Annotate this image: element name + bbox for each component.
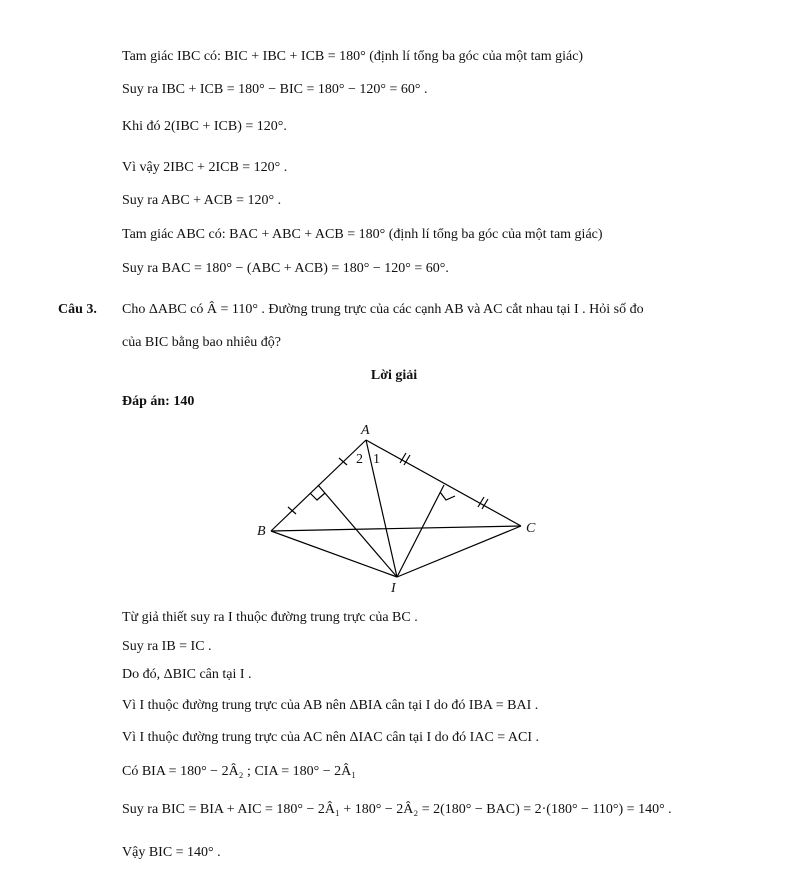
question-label: Câu 3. <box>58 302 97 317</box>
question-text: của BIC bằng bao nhiêu độ? <box>122 335 282 350</box>
text-line: Suy ra ABC + ACB = 120° . <box>122 193 282 208</box>
question-text: Cho ΔABC có Â = 110° . Đường trung trực của các cạnh AB và AC cắt nhau tại I . Hỏi số đo <box>122 302 644 317</box>
right-angle-mark <box>310 493 325 500</box>
segment-ci <box>397 526 521 577</box>
segment-ac <box>366 440 521 526</box>
label-b: B <box>257 524 266 539</box>
segment-bc <box>271 526 521 531</box>
text-line: Vì I thuộc đường trung trực của AB nên ΔBIA cân tại I do đó IBA = BAI . <box>122 698 539 713</box>
label-angle-1: 1 <box>373 452 380 467</box>
text-line: Vì I thuộc đường trung trực của AC nên ΔIAC cân tại I do đó IAC = ACI . <box>122 730 540 745</box>
text-line: Suy ra IB = IC . <box>122 639 212 654</box>
text-line: Vậy BIC = 140° . <box>122 845 221 860</box>
label-a: A <box>361 423 370 438</box>
right-angle-mark <box>440 492 455 500</box>
text-line: Khi đó 2(IBC + ICB) = 120°. <box>122 119 287 134</box>
text-line: Vì vậy 2IBC + 2ICB = 120° . <box>122 160 288 175</box>
text-line: Do đó, ΔBIC cân tại I . <box>122 667 252 682</box>
label-c: C <box>526 521 536 536</box>
text-line: Suy ra BIC = BIA + AIC = 180° − 2Â₁ + 180° − 2Â₂ = 2(180° − BAC) = 2·(180° − 110°) = 140° . <box>122 802 672 817</box>
text-line: Tam giác IBC có: BIC + IBC + ICB = 180° (định lí tổng ba góc của một tam giác) <box>122 49 584 64</box>
text-line: Tam giác ABC có: BAC + ABC + ACB = 180° (định lí tổng ba góc của một tam giác) <box>122 227 603 242</box>
text-line: Có BIA = 180° − 2Â₂ ; CIA = 180° − 2Â₁ <box>122 764 357 779</box>
label-angle-2: 2 <box>356 452 363 467</box>
segment-ai <box>366 440 397 577</box>
segment-bi <box>271 531 397 577</box>
solution-title: Lời giải <box>370 368 418 383</box>
perpendicular-bisector-ac <box>397 485 444 577</box>
answer: Đáp án: 140 <box>122 394 195 409</box>
text-line: Suy ra BAC = 180° − (ABC + ACB) = 180° − 120° = 60°. <box>122 261 449 276</box>
text-line: Suy ra IBC + ICB = 180° − BIC = 180° − 120° = 60° . <box>122 82 428 97</box>
text-line: Từ giả thiết suy ra I thuộc đường trung trực của BC . <box>122 610 418 625</box>
label-i: I <box>391 581 396 596</box>
